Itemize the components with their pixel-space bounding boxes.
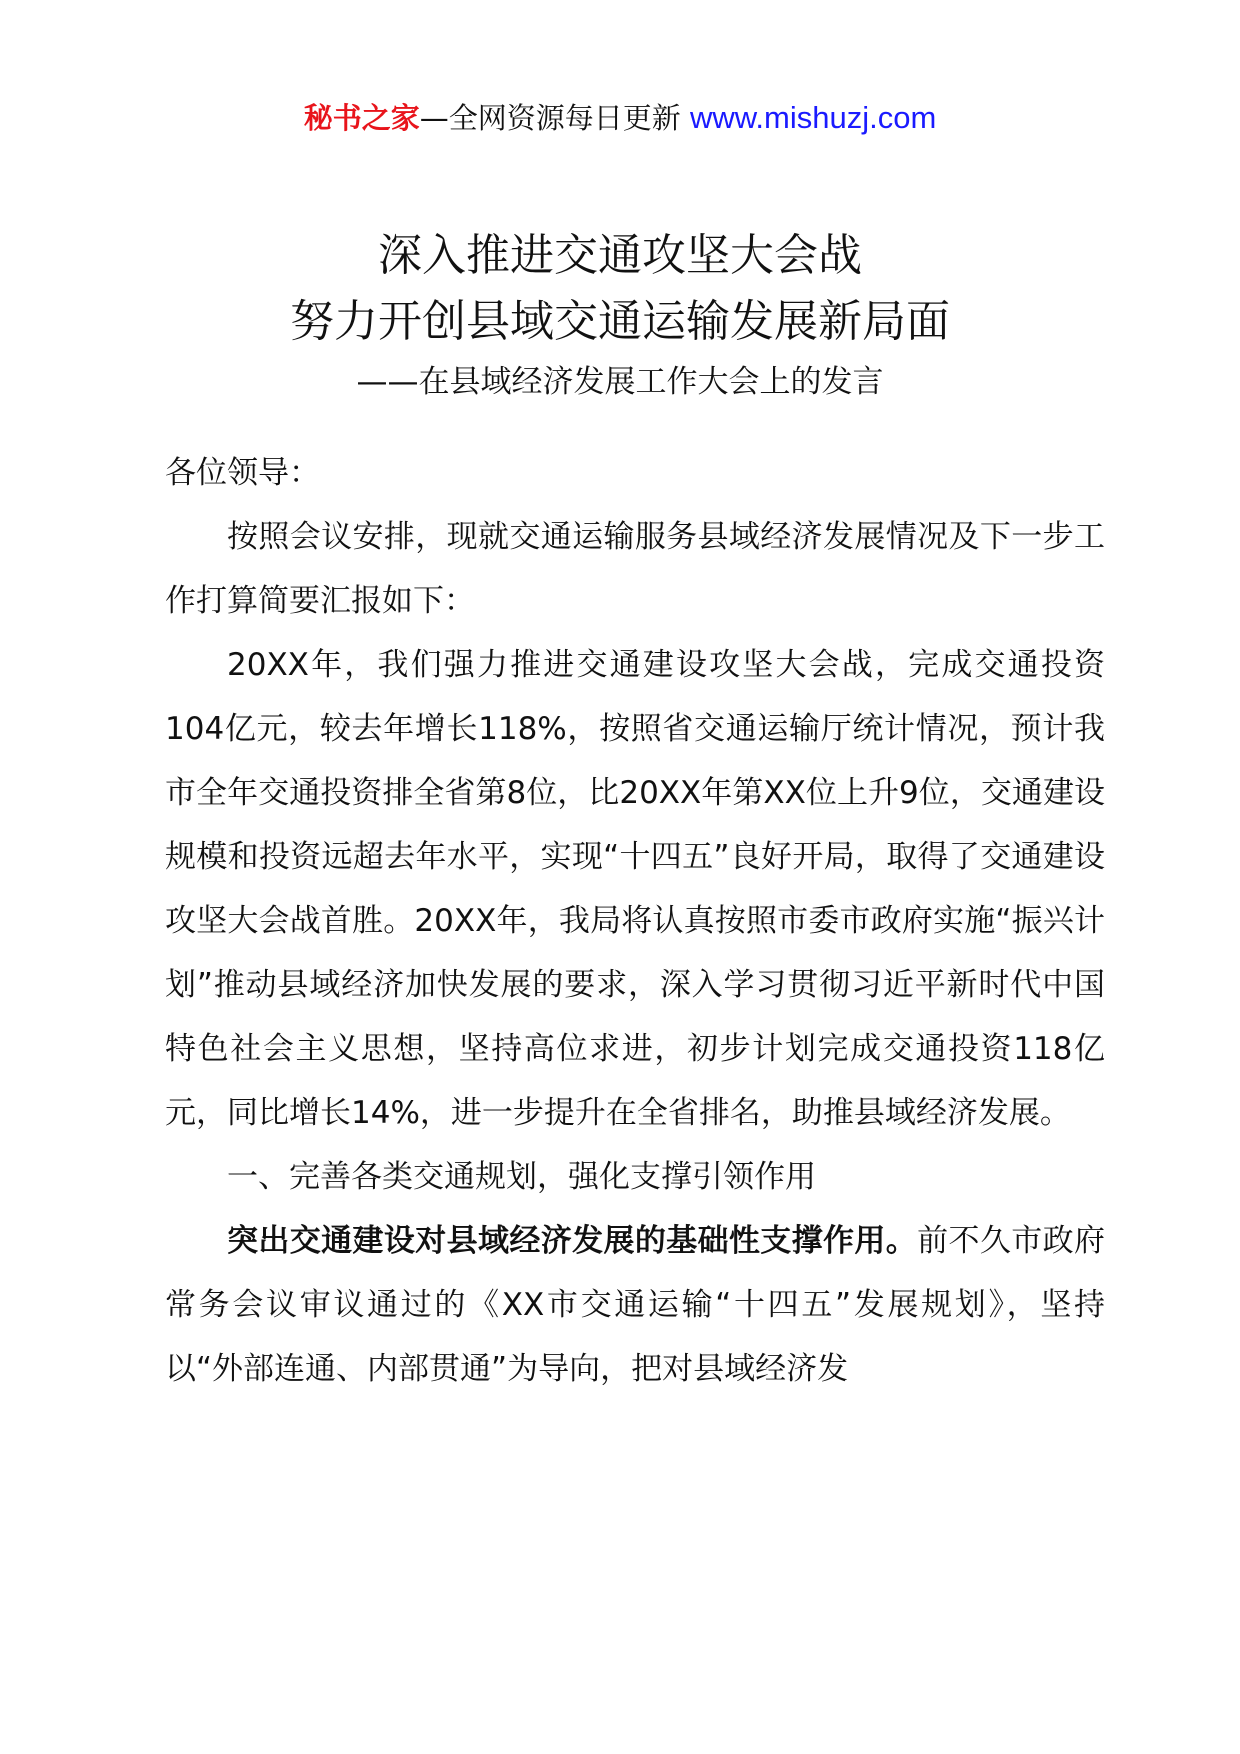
document-title-line1: 深入推进交通攻坚大会战	[378, 230, 862, 281]
site-tagline: —全网资源每日更新	[419, 101, 681, 135]
document-subtitle: ——在县域经济发展工作大会上的发言	[356, 364, 884, 400]
document-title-line2: 努力开创县域交通运输发展新局面	[290, 296, 950, 347]
site-header	[0, 98, 1240, 138]
document-body	[165, 441, 1105, 1401]
summary-paragraph: 20XX年，我们强力推进交通建设攻坚大会战，完成交通投资104亿元，较去年增长118%，按照省交通运输厅统计情况，预计我市全年交通投资排全省第8位，比20XX年第XX位上升9位，交通建设规模和投资远超去年水平，实现“十四五”良好开局，取得了交通建设攻坚大会战首胜。20XX年，我局将认真按照市委市政府实施“振兴计划”推动县域经济加快发展的要求，深入学习贯彻习近平新时代中国特色社会主义思想，坚持高位求进，初步计划完成交通投资118亿元，同比增长14%，进一步提升在全省排名，助推县域经济发展。	[165, 647, 1105, 1131]
section-heading: 一、完善各类交通规划，强化支撑引领作用	[227, 1159, 816, 1195]
salutation: 各位领导：	[165, 455, 320, 491]
brand-name: 秘书之家	[303, 101, 420, 135]
intro-paragraph: 按照会议安排，现就交通运输服务县域经济发展情况及下一步工作打算简要汇报如下：	[165, 519, 1105, 619]
section-lead-text: 突出交通建设对县域经济发展的基础性支撑作用。	[227, 1223, 918, 1259]
section-body-text: 前不久市政府常务会议审议通过的《XX市交通运输“十四五”发展规划》，坚持以“外部连通、内部贯通”为导向，把对县域经济发	[165, 1223, 1106, 1387]
section-paragraph	[165, 1209, 1105, 1401]
site-url-link[interactable]: www.mishuzj.com	[689, 100, 937, 135]
